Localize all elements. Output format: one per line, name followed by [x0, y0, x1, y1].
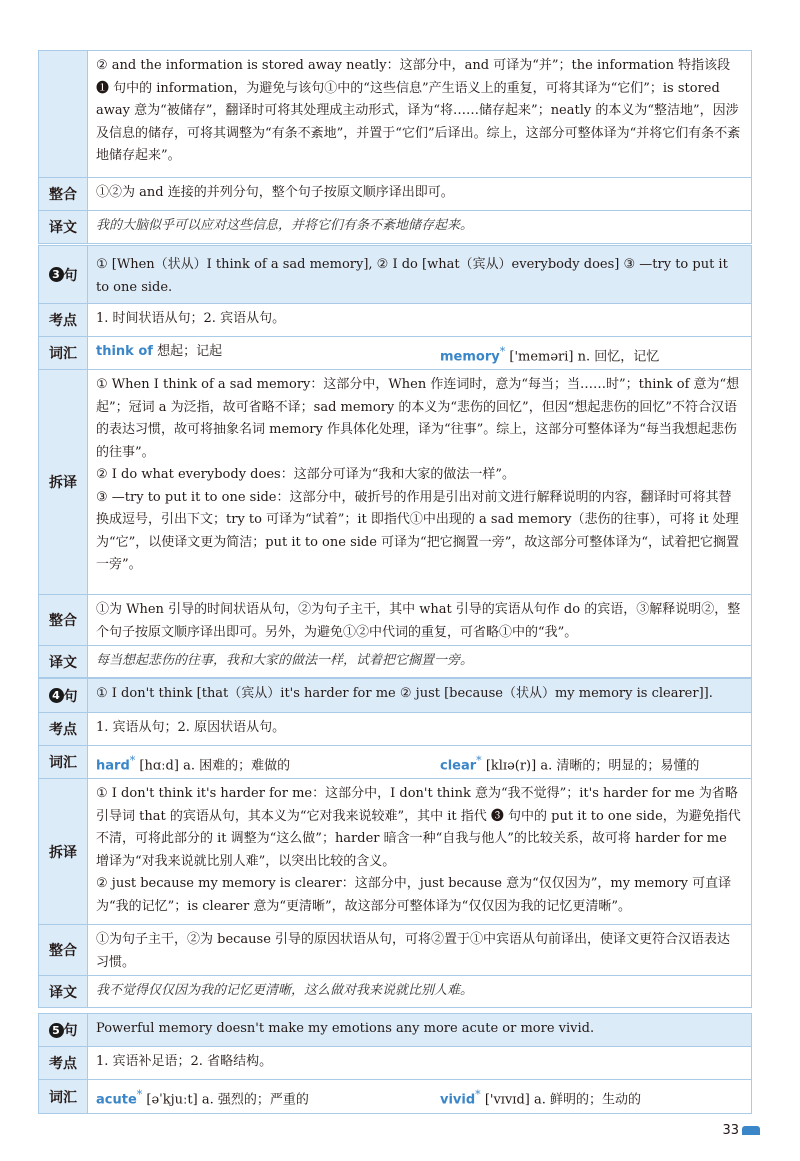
translation-label: 译文 [39, 211, 88, 243]
analysis-label: 拆译 [39, 779, 88, 924]
vocab-entry [440, 750, 784, 774]
vocab-word: think of [96, 344, 153, 359]
vocab-content [88, 1080, 792, 1113]
integrate-row [39, 594, 751, 645]
kaodian-row [39, 712, 751, 745]
kaodian-text: 1. 宾语补足语；2. 省略结构。 [96, 1054, 273, 1069]
sentence-2-table [38, 50, 752, 244]
kaodian-label: 考点 [39, 304, 88, 336]
kaodian-label: 考点 [39, 713, 88, 745]
sentence-number-badge: 3 [49, 267, 64, 282]
sentence-text: Powerful memory doesn't make my emotions any more acute or more vivid. [96, 1021, 595, 1036]
vocab-def: [klɪə(r)] a. 清晰的；明显的；易懂的 [485, 758, 700, 774]
vocab-entry [96, 341, 440, 365]
kaodian-row [39, 1046, 751, 1079]
sentence-label: 句 [63, 267, 78, 284]
vocab-content [88, 337, 792, 369]
kaodian-text: 1. 宾语从句；2. 原因状语从句。 [96, 720, 286, 735]
vocab-entry [96, 1084, 440, 1109]
analysis-content [88, 779, 751, 924]
sentence-label: 句 [63, 688, 78, 705]
integrate-label: 整合 [39, 178, 88, 210]
analysis-part-1: ① When I think of a sad memory：这部分中，When 作连词时，意为“每当；当……时”；think of 意为“想起”；冠词 a 为泛指，故可省略不译；sad memory 的本义为“悲伤的回忆”，但因“想起悲伤的回忆”不符合汉语的表达习惯，故可将抽象名词 memory 作具体化处理，译为“往事”。综上，这部分可整体译为“每当我想起悲伤的往事”。 [96, 377, 740, 460]
translation-label: 译文 [39, 646, 88, 677]
sentence-5-table [38, 1013, 752, 1114]
translation-row [39, 645, 751, 677]
vocab-label: 词汇 [39, 337, 88, 369]
sentence-number-badge: 5 [49, 1023, 64, 1038]
sentence-number-badge: 4 [49, 688, 64, 703]
vocab-row [39, 1079, 751, 1113]
integrate-text: ①为 When 引导的时间状语从句，②为句子主干，其中 what 引导的宾语从句作 do 的宾语，③解释说明②，整个句子按原文顺序译出即可。另外，为避免①②中代词的重复，可省略①中的“我”。 [96, 602, 741, 640]
sentence-text: ① [When（状从）I think of a sad memory], ② I do [what（宾从）everybody does] ③ —try to put it to one side. [96, 257, 728, 295]
book-icon [742, 1126, 760, 1135]
sentence-header-row [39, 246, 751, 303]
sentence-text: ① I don't think [that（宾从）it's harder for me ② just [because（状从）my memory is clearer]]. [96, 686, 713, 701]
analysis-part-3: ③ —try to put it to one side：这部分中，破折号的作用是引出对前文进行解释说明的内容，翻译时可将其替换成逗号，引出下文；try to 可译为“试着”；it 即指代①中出现的 a sad memory（悲伤的往事），可将 it 处理为“它”，以使译文更为简洁；put it to one side 可译为“把它搁置一旁”，故这部分可整体译为“，试着把它搁置一旁”。 [96, 489, 739, 572]
integrate-label: 整合 [39, 595, 88, 645]
analysis-row [39, 369, 751, 594]
star-icon: * [476, 754, 482, 767]
translation-row [39, 975, 751, 1007]
analysis-label: 拆译 [39, 370, 88, 594]
star-icon: * [129, 754, 136, 767]
vocab-word: acute [96, 1092, 137, 1108]
translation-text: 每当想起悲伤的往事，我和大家的做法一样，试着把它搁置一旁。 [96, 653, 474, 668]
star-icon: * [475, 1088, 481, 1101]
vocab-entry [440, 341, 784, 365]
vocab-def: [əˈkjuːt] a. 强烈的；严重的 [146, 1092, 309, 1108]
sentence-header-row [39, 1014, 751, 1046]
analysis-content [88, 370, 751, 594]
vocab-label: 词汇 [39, 746, 88, 778]
analysis-part-2: ② and the information is stored away neatly：这部分中，and 可译为“并”；the information 特指该段 ❶ 句中的 information，为避免与该句①中的“这些信息”产生语义上的重复，可将其译为“它们”；is stored away 意为“被储存”，翻译时可将其处理成主动形式，译为“将……储存起来”；neatly 的本义为“整洁地”，因涉及信息的储存，可将其调整为“有条不紊地”，并置于“它们”后译出。综上，这部分可整体译为“并将它们有条不紊地储存起来”。 [96, 58, 741, 163]
vocab-word: hard [96, 758, 130, 774]
sentence-number-label [39, 679, 88, 712]
kaodian-row [39, 303, 751, 336]
page-number-text: 33 [722, 1123, 739, 1138]
vocab-entry [440, 1084, 784, 1109]
sentence-4-table [38, 678, 752, 1008]
kaodian-text: 1. 时间状语从句；2. 宾语从句。 [96, 311, 286, 326]
vocab-word: memory [440, 349, 500, 365]
star-icon: * [499, 345, 506, 358]
vocab-def: 想起；记起 [157, 344, 223, 359]
sentence-number-label [39, 246, 88, 303]
vocab-row [39, 745, 751, 778]
vocab-def: [hɑːd] a. 困难的；难做的 [139, 758, 291, 774]
sentence-header-row [39, 679, 751, 712]
sentence-number-label [39, 1014, 88, 1046]
vocab-content [88, 746, 792, 778]
analysis-part-2: ② just because my memory is clearer：这部分中，just because 意为“仅仅因为”，my memory 可直译为“我的记忆”；is clearer 意为“更清晰”，故这部分可整体译为“仅仅因为我的记忆更清晰”。 [96, 876, 732, 914]
vocab-def: ['vɪvɪd] a. 鲜明的；生动的 [484, 1092, 642, 1108]
sentence-label: 句 [63, 1023, 78, 1039]
vocab-label: 词汇 [39, 1080, 88, 1113]
integrate-text: ①为句子主干，②为 because 引导的原因状语从句，可将②置于①中宾语从句前译出，使译文更符合汉语表达习惯。 [96, 932, 731, 970]
vocab-row [39, 336, 751, 369]
vocab-word: vivid [440, 1092, 476, 1108]
integrate-row [39, 924, 751, 975]
integrate-label: 整合 [39, 925, 88, 975]
sentence-3-table [38, 245, 752, 678]
analysis-part-1: ① I don't think it's harder for me：这部分中，I don't think 意为“我不觉得”；it's harder for me 为省略引导词 that 的宾语从句，其本义为“它对我来说较难”，其中 it 指代 ❸ 句中的 put it to one side，为避免指代不清，可将此部分的 it 调整为“这么做”；harder 暗含一种“自我与他人”的比较关系，故可将 harder for me 增译为“对我来说就比别人难”，以突出比较的含义。 [96, 786, 741, 869]
vocab-word: clear [440, 758, 477, 774]
translation-text: 我的大脑似乎可以应对这些信息，并将它们有条不紊地储存起来。 [96, 218, 474, 233]
translation-label: 译文 [39, 976, 88, 1007]
analysis-row [39, 778, 751, 924]
vocab-def: ['meməri] n. 回忆，记忆 [509, 349, 660, 365]
star-icon: * [136, 1088, 143, 1101]
translation-text: 我不觉得仅仅因为我的记忆更清晰，这么做对我来说就比别人难。 [96, 983, 474, 998]
kaodian-label: 考点 [39, 1047, 88, 1079]
integrate-text: ①②为 and 连接的并列分句，整个句子按原文顺序译出即可。 [96, 185, 454, 200]
analysis-content [88, 51, 751, 177]
vocab-entry [96, 750, 440, 774]
translation-row [39, 210, 751, 243]
integrate-row [39, 177, 751, 210]
page-number [722, 1123, 760, 1138]
analysis-row [39, 51, 751, 177]
analysis-part-2: ② I do what everybody does：这部分可译为“我和大家的做法一样”。 [96, 467, 515, 482]
row-label [39, 51, 88, 177]
